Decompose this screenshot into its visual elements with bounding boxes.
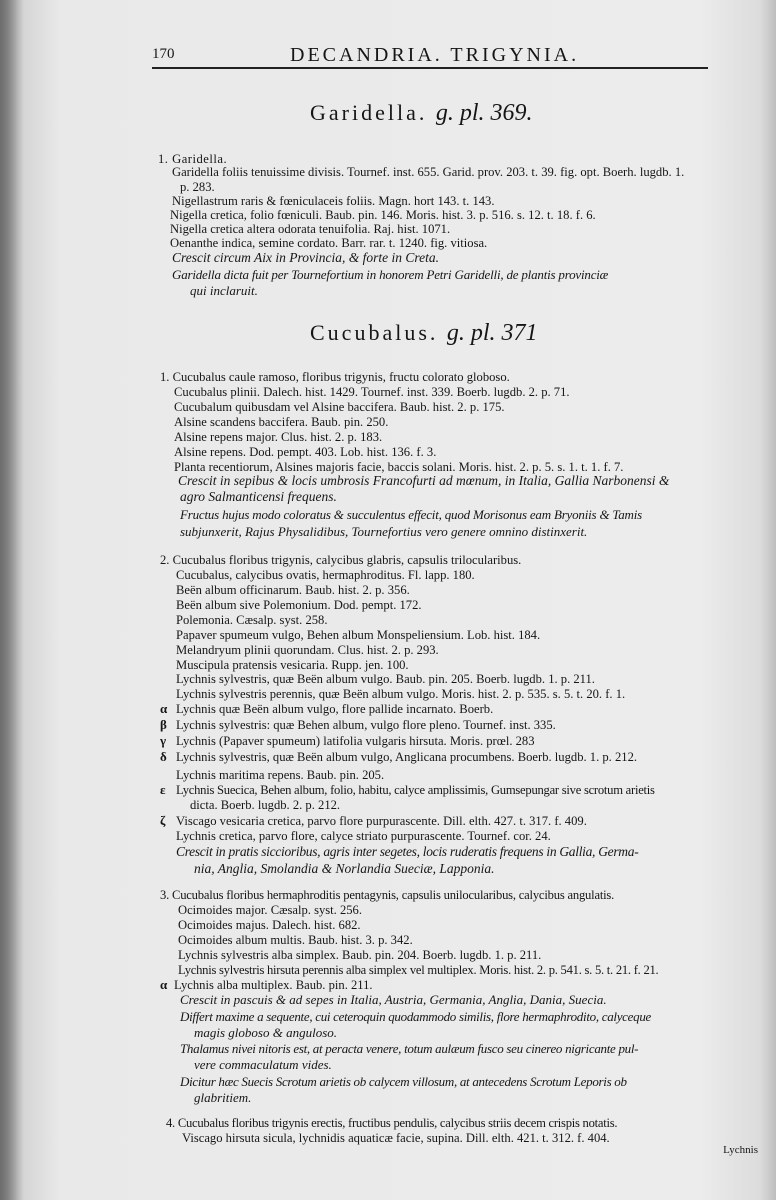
synonym-line: Alsine repens major. Clus. hist. 2. p. 183. (174, 430, 383, 444)
synonym-line: Ocimoides major. Cæsalp. syst. 256. (178, 903, 363, 917)
header-rule (152, 67, 708, 69)
variety-line: Lychnis alba multiplex. Baub. pin. 211. (174, 978, 373, 992)
species-diagnosis-line: 2. Cucubalus floribus trigynis, calycibus glabris, capsulis trilocularibus. (160, 553, 522, 567)
note-line: vere commaculatum vides. (194, 1057, 332, 1072)
synonym-line: Beën album sive Polemonium. Dod. pempt. 172. (176, 598, 422, 612)
synonym-line: Cucubalum quibusdam vel Alsine baccifera. Baub. hist. 2. p. 175. (174, 400, 505, 414)
species-diagnosis-line: 4. Cucubalus floribus trigynis erectis, fructibus pendulis, calycibus striis decem crispis notatis. (166, 1116, 618, 1130)
page-number: 170 (152, 46, 175, 62)
variety-marker: ζ (160, 813, 166, 828)
synonym-line: Cucubalus plinii. Dalech. hist. 1429. Tournef. inst. 339. Boerb. lugdb. 2. p. 71. (174, 385, 570, 399)
synonym-line: Muscipula pratensis vesicaria. Rupp. jen. 100. (176, 658, 409, 672)
synonym-line: Nigellastrum raris & fœniculaceis foliis. Magn. hort 143. t. 143. (172, 194, 495, 208)
habitat-line: Crescit circum Aix in Provincia, & forte in Creta. (172, 250, 439, 265)
variety-line: Lychnis cretica, parvo flore, calyce striato purpurascente. Tournef. cor. 24. (176, 829, 551, 843)
synonym-line: Planta recentiorum, Alsines majoris facie, baccis solani. Moris. hist. 2. p. 5. s. 1. t. 1. f. 7. (174, 460, 624, 474)
running-head: DECANDRIA. TRIGYNIA. (290, 44, 580, 66)
habitat-line: Crescit in sepibus & locis umbrosis Francofurti ad mœnum, in Italia, Gallia Narbonensi & (178, 473, 670, 488)
synonym-line: Ocimoides album multis. Baub. hist. 3. p. 342. (178, 933, 413, 947)
synonym-line: Lychnis sylvestris hirsuta perennis alba simplex vel multiplex. Moris. hist. 2. p. 541. s. 5. t. 21. f. 21. (178, 963, 659, 977)
synonym-line: Lychnis sylvestris, quæ Beën album vulgo. Baub. pin. 205. Boerb. lugdb. 1. p. 211. (176, 672, 595, 686)
variety-marker: δ (160, 749, 167, 764)
genus-title: Cucubalus. (310, 320, 439, 345)
synonym-line: Beën album officinarum. Baub. hist. 2. p. 356. (176, 583, 410, 597)
note-line: Dicitur hæc Suecis Scrotum arietis ob calycem villosum, at antecedens Scrotum Leporis ob (180, 1074, 627, 1089)
genus-heading-garidella (310, 100, 533, 127)
note-line: Garidella dicta fuit per Tournefortium in honorem Petri Garidelli, de plantis provinciæ (172, 267, 609, 282)
species-diagnosis-line: 1. Cucubalus caule ramoso, floribus trigynis, fructu colorato globoso. (160, 370, 510, 384)
gutter-shadow (0, 0, 24, 1200)
synonym-line: Polemonia. Cæsalp. syst. 258. (176, 613, 328, 627)
variety-line: Lychnis maritima repens. Baub. pin. 205. (176, 768, 385, 782)
synonym-line: Alsine repens. Dod. pempt. 403. Lob. hist. 136. f. 3. (174, 445, 437, 459)
variety-line: Viscago vesicaria cretica, parvo flore purpurascente. Dill. elth. 427. t. 317. f. 409. (176, 814, 587, 828)
habitat-line: Crescit in pascuis & ad sepes in Italia, Austria, Germania, Anglia, Dania, Suecia. (180, 992, 607, 1007)
synonym-line: Ocimoides majus. Dalech. hist. 682. (178, 918, 361, 932)
note-line: Thalamus nivei nitoris est, at peracta venere, totum aulæum fusco seu cinereo nigricante pul- (180, 1041, 639, 1056)
species-diagnosis-line: 3. Cucubalus floribus hermaphroditis pentagynis, capsulis unilocularibus, calycibus angulatis. (160, 888, 615, 902)
synonym-line: p. 283. (180, 180, 215, 194)
variety-line: Lychnis (Papaver spumeum) latifolia vulgaris hirsuta. Moris. prœl. 283 (176, 734, 535, 748)
genus-reference: g. pl. 369. (435, 100, 533, 126)
synonym-line: Lychnis sylvestris perennis, quæ Beën album vulgo. Moris. hist. 2. p. 535. s. 5. t. 20. f. 1. (176, 687, 626, 701)
synonym-line: Alsine scandens baccifera. Baub. pin. 250. (174, 415, 389, 429)
variety-marker: α (160, 701, 168, 716)
synonym-line: Nigella cretica altera odorata tenuifolia. Raj. hist. 1071. (170, 222, 451, 236)
note-line: magis globoso & anguloso. (194, 1025, 338, 1040)
variety-line: Lychnis sylvestris: quæ Behen album, vulgo flore pleno. Tournef. inst. 335. (176, 718, 556, 732)
species-number-line: 1. Garidella. (158, 152, 228, 166)
synonym-line: Nigella cretica, folio fœniculi. Baub. pin. 146. Moris. hist. 3. p. 516. s. 12. t. 18. f. 6. (170, 208, 596, 222)
note-line: Differt maxime a sequente, cui ceteroquin quodammodo similis, flore hermaphrodito, calyceque (180, 1009, 651, 1024)
synonym-line: Garidella foliis tenuissime divisis. Tournef. inst. 655. Garid. prov. 203. t. 39. fig. opt. Boerh. lugdb. 1. (172, 165, 685, 179)
variety-line: Lychnis sylvestris, quæ Beën album vulgo, Anglicana procumbens. Boerb. lugdb. 1. p. 212. (176, 750, 638, 764)
synonym-line: Viscago hirsuta sicula, lychnidis aquaticæ facie, supina. Dill. elth. 421. t. 312. f. 404. (182, 1131, 610, 1145)
variety-line: dicta. Boerb. lugdb. 2. p. 212. (190, 798, 341, 812)
habitat-line: nia, Anglia, Smolandia & Norlandia Sueciæ, Lapponia. (194, 861, 495, 876)
synonym-line: Lychnis sylvestris alba simplex. Baub. pin. 204. Boerb. lugdb. 1. p. 211. (178, 948, 542, 962)
note-line: Fructus hujus modo coloratus & succulentus effecit, quod Morisonus eam Bryoniis & Tamis (180, 507, 643, 522)
variety-marker: α (160, 977, 168, 992)
catchword: Lychnis (723, 1144, 758, 1156)
variety-line: Lychnis Suecica, Behen album, folio, habitu, calyce amplissimis, Gumsepungar sive scrotum arietis (176, 783, 655, 797)
habitat-line: Crescit in pratis siccioribus, agris inter segetes, locis ruderatis frequens in Gallia, Germa- (176, 844, 639, 859)
variety-marker: β (160, 717, 167, 732)
synonym-line: Cucubalus, calycibus ovatis, hermaphroditus. Fl. lapp. 180. (176, 568, 475, 582)
variety-marker: γ (160, 733, 167, 748)
variety-line: Lychnis quæ Beën album vulgo, flore pallide incarnato. Boerb. (176, 702, 494, 716)
synonym-line: Oenanthe indica, semine cordato. Barr. rar. t. 1240. fig. vitiosa. (170, 236, 488, 250)
note-line: subjunxerit, Rajus Physalidibus, Tournefortius vero genere omnino distinxerit. (180, 524, 588, 539)
genus-title: Garidella. (310, 100, 428, 125)
synonym-line: Papaver spumeum vulgo, Behen album Monspeliensium. Lob. hist. 184. (176, 628, 541, 642)
synonym-line: Melandryum plinii quorundam. Clus. hist. 2. p. 293. (176, 643, 439, 657)
habitat-line: agro Salmanticensi frequens. (180, 489, 337, 504)
note-line: qui inclaruit. (190, 283, 258, 298)
note-line: glabritiem. (194, 1090, 252, 1105)
genus-heading-cucubalus (310, 320, 538, 347)
genus-reference: g. pl. 371 (446, 320, 538, 346)
variety-marker: ε (160, 782, 166, 797)
